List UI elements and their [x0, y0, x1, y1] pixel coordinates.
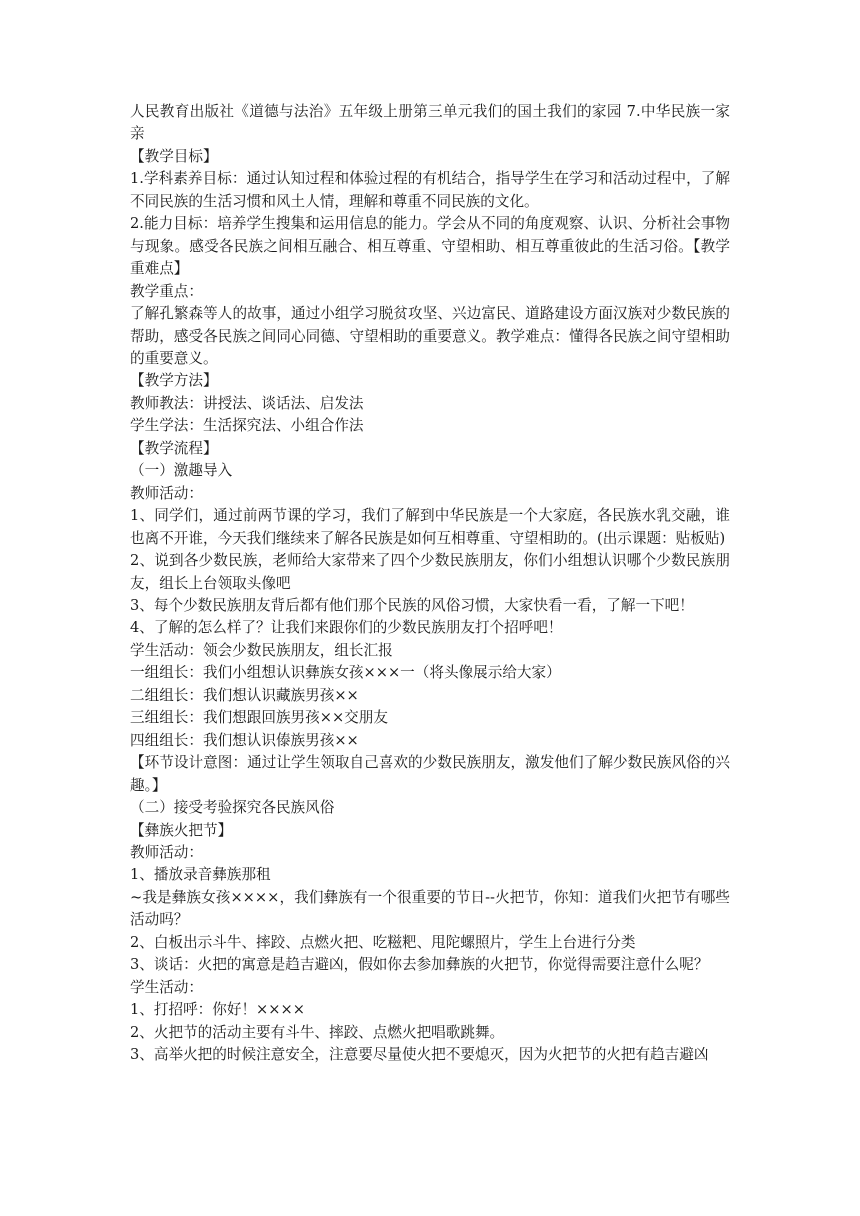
- section-heading-teaching-goals: 【教学目标】: [130, 147, 218, 165]
- design-intent-note: 【环节设计意图：通过让学生领取自己喜欢的少数民族朋友，激发他们了解少数民族风俗的兴趣。】: [130, 754, 730, 794]
- yi-torch-festival-heading: 【彝族火把节】: [130, 821, 233, 839]
- yi-girl-recording: ~我是彝族女孩××××，我们彝族有一个很重要的节日--火把节，你知：道我们火把节有哪些活动吗？: [130, 888, 730, 929]
- teacher-step-3: 3、每个少数民族朋友背后都有他们那个民族的风俗习惯，大家快看一看，了解一下吧！: [130, 596, 694, 614]
- student-yi-step-1: 1、打招呼：你好！××××: [130, 1001, 305, 1019]
- student-yi-step-2: 2、火把节的活动主要有斗牛、摔跤、点燃火把唱歌跳舞。: [130, 1023, 505, 1041]
- teacher-methods: 教师教法：讲授法、谈话法、启发法: [130, 394, 364, 412]
- key-points-text: 了解孔繁森等人的故事，通过小组学习脱贫攻坚、兴边富民、道路建设方面汉族对少数民族的帮助，感受各民族之间同心同德、守望相助的重要意义。教学难点：懂得各民族之间守望相助的重要意义。: [130, 305, 730, 367]
- student-yi-step-3: 3、高举火把的时候注意安全，注意要尽量使火把不要熄灭，因为火把节的火把有趋吉避凶: [130, 1046, 709, 1064]
- goal-ability: 2.能力目标：培养学生搜集和运用信息的能力。学会从不同的角度观察、认识、分析社会事物与现象。感受各民族之间相互融合、相互尊重、守望相助、相互尊重彼此的生活习俗。【教学重难点】: [130, 215, 730, 278]
- document-title: 人民教育出版社《道德与法治》五年级上册第三单元我们的国土我们的家园 7.中华民族一家亲: [130, 103, 730, 143]
- group-3-report: 三组组长：我们想跟回族男孩××交朋友: [130, 709, 388, 727]
- student-activity-intro: 学生活动：领会少数民族朋友，组长汇报: [130, 641, 393, 659]
- document-page: [130, 101, 730, 1066]
- teacher-step-4: 4、了解的怎么样了？让我们来跟你们的少数民族朋友打个招呼吧！: [130, 619, 563, 637]
- group-2-report: 二组组长：我们想认识藏族男孩××: [130, 686, 359, 704]
- student-methods: 学生学法：生活探究法、小组合作法: [130, 417, 364, 435]
- goal-literacy: 1.学科素养目标：通过认知过程和体验过程的有机结合，指导学生在学习和活动过程中，了解不同民族的生活习惯和风土人情，理解和尊重不同民族的文化。: [130, 170, 730, 210]
- teacher-activity-label-2: 教师活动：: [130, 843, 203, 861]
- section-heading-process: 【教学流程】: [130, 439, 218, 457]
- teacher-yi-step-3: 3、谈话：火把的寓意是趋吉避凶，假如你去参加彝族的火把节，你觉得需要注意什么呢？: [130, 956, 709, 974]
- teacher-yi-step-1: 1、播放录音彝族那租: [130, 866, 271, 884]
- teacher-step-1: 1、同学们，通过前两节课的学习，我们了解到中华民族是一个大家庭，各民族水乳交融，谁也离不开谁，今天我们继续来了解各民族是如何互相尊重、守望相助的。(出示课题：贴板贴): [130, 507, 730, 547]
- teacher-yi-step-2: 2、白板出示斗牛、摔跤、点燃火把、吃糍粑、甩陀螺照片，学生上台进行分类: [130, 933, 636, 951]
- teacher-step-2: 2、说到各少数民族，老师给大家带来了四个少数民族朋友，你们小组想认识哪个少数民族朋友，组长上台领取头像吧: [130, 552, 730, 592]
- teacher-activity-label: 教师活动：: [130, 484, 203, 502]
- subsection-intro: （一）激趣导入: [130, 462, 233, 480]
- section-heading-methods: 【教学方法】: [130, 372, 218, 390]
- group-1-report: 一组组长：我们小组想认识彝族女孩×××一（将头像展示给大家）: [130, 664, 561, 682]
- key-points-label: 教学重点：: [130, 282, 203, 300]
- subsection-customs: （二）接受考验探究各民族风俗: [130, 799, 335, 817]
- student-activity-label-2: 学生活动：: [130, 978, 203, 996]
- group-4-report: 四组组长：我们想认识傣族男孩××: [130, 731, 359, 749]
